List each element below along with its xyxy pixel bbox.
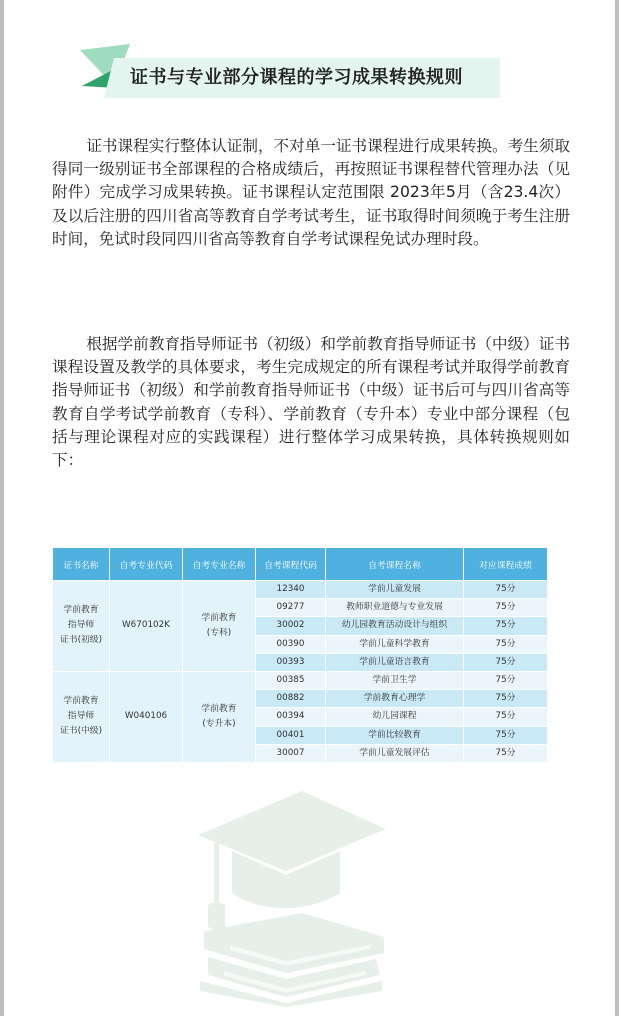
course-score: 75分	[464, 744, 548, 762]
course-name: 学前比较教育	[326, 726, 464, 744]
course-name: 学前儿童发展评估	[326, 744, 464, 762]
course-score: 75分	[464, 599, 548, 617]
major-name-cell	[183, 671, 256, 762]
header-course-code: 自考课程代码	[256, 548, 326, 581]
course-name: 教师职业道德与专业发展	[326, 599, 464, 617]
header-course-name: 自考课程名称	[326, 548, 464, 581]
cert-name-line: 证书(中级)	[59, 726, 103, 737]
cert-name-line: 指导师	[67, 620, 95, 631]
major-name-cell	[183, 581, 256, 672]
course-code: 09277	[256, 599, 326, 617]
course-code: 00394	[256, 708, 326, 726]
course-score: 75分	[464, 708, 548, 726]
header-cert-name: 证书名称	[53, 548, 110, 581]
course-code: 30007	[256, 744, 326, 762]
course-name: 学前教育心理学	[326, 690, 464, 708]
major-name-line: 学前教育	[201, 612, 237, 623]
cert-name-line: 学前教育	[63, 696, 99, 707]
course-score: 75分	[464, 581, 548, 599]
course-name: 幼儿园教育活动设计与组织	[326, 617, 464, 635]
course-code: 00390	[256, 635, 326, 653]
page-border-right	[615, 0, 619, 1016]
course-code: 00393	[256, 653, 326, 671]
header-score: 对应课程成绩	[464, 548, 548, 581]
course-name: 学前卫生学	[326, 671, 464, 689]
header-major-name: 自考专业名称	[183, 548, 256, 581]
table-row	[53, 671, 548, 689]
course-name: 学前儿童科学教育	[326, 635, 464, 653]
major-name-line: (专科)	[206, 627, 232, 638]
cert-name-cell	[53, 671, 110, 762]
course-score: 75分	[464, 635, 548, 653]
course-name: 学前儿童语言教育	[326, 653, 464, 671]
major-name-line: (专升本)	[202, 718, 236, 729]
cert-name-line: 指导师	[67, 711, 95, 722]
table-row	[53, 581, 548, 599]
course-code: 00401	[256, 726, 326, 744]
course-score: 75分	[464, 690, 548, 708]
course-code: 30002	[256, 617, 326, 635]
course-score: 75分	[464, 617, 548, 635]
paragraph-1: 证书课程实行整体认证制，不对单一证书课程进行成果转换。考生须取得同一级别证书全部课程的合格成绩后，再按照证书课程替代管理办法（见附件）完成学习成果转换。证书课程认定范围限 2023年5月（含23.4次）及以后注册的四川省高等教育自学考试考生，证书取得时间须晚于考生注册时间，免试时段同四川省高等教育自学考试课程免试办理时段。	[52, 137, 570, 248]
section-title: 证书与专业部分课程的学习成果转换规则	[130, 67, 463, 88]
header-major-code: 自考专业代码	[110, 548, 183, 581]
course-score: 75分	[464, 653, 548, 671]
page-border-left	[0, 0, 4, 1016]
table-header-row	[53, 548, 548, 581]
major-code-cell: W040106	[110, 671, 183, 762]
course-code: 00385	[256, 671, 326, 689]
cert-name-cell	[53, 581, 110, 672]
course-code: 00882	[256, 690, 326, 708]
cert-name-line: 证书(初级)	[59, 635, 103, 646]
graduation-cap-on-books-icon	[190, 785, 390, 1007]
course-score: 75分	[464, 671, 548, 689]
paragraph-2: 根据学前教育指导师证书（初级）和学前教育指导师证书（中级）证书课程设置及教学的具体要求，考生完成规定的所有课程考试并取得学前教育指导师证书（初级）和学前教育指导师证书（中级）证书后可与四川省高等教育自学考试学前教育（专科）、学前教育（专升本）专业中部分课程（包括与理论课程对应的实践课程）进行整体学习成果转换，具体转换规则如下：	[52, 335, 570, 470]
course-name: 学前儿童发展	[326, 581, 464, 599]
course-name: 幼儿园课程	[326, 708, 464, 726]
course-code: 12340	[256, 581, 326, 599]
cert-name-line: 学前教育	[63, 605, 99, 616]
major-code-cell: W670102K	[110, 581, 183, 672]
major-name-line: 学前教育	[201, 703, 237, 714]
course-score: 75分	[464, 726, 548, 744]
conversion-table	[52, 547, 548, 763]
